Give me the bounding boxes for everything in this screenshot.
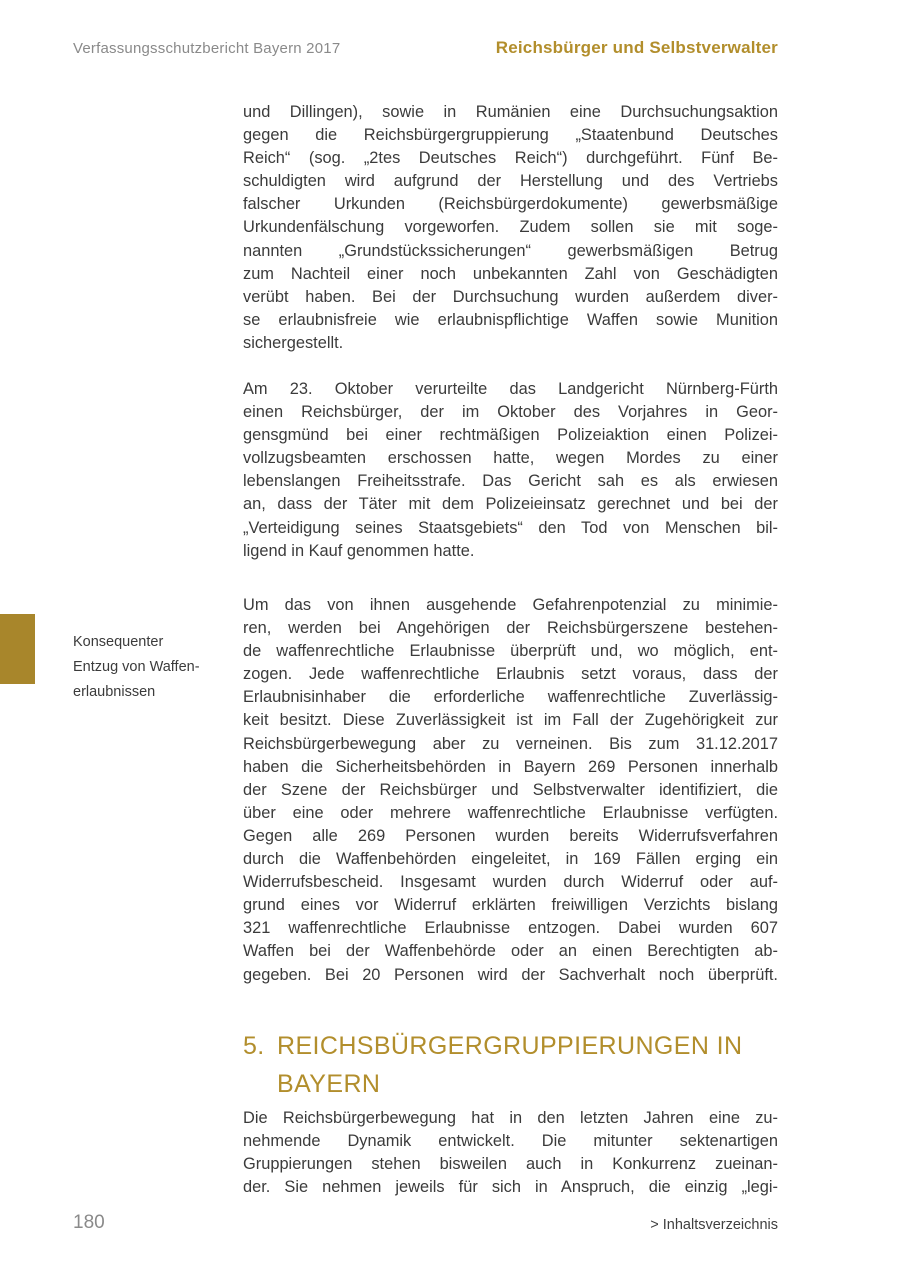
text-line: 321 waffenrechtliche Erlaubnisse entzogen. Dabei wurden 607	[243, 919, 778, 938]
text-line: falscher Urkunden (Reichsbürgerdokumente) gewerbsmäßige	[243, 195, 778, 214]
paragraph-landgericht-urteil	[243, 378, 778, 563]
text-line: zum Nachteil einer noch unbekannten Zahl von Geschädigten	[243, 264, 778, 283]
table-of-contents-link[interactable]: > Inhaltsverzeichnis	[650, 1217, 778, 1233]
text-line: vollzugsbeamten erschossen hatte, wegen Mordes zu einer	[243, 449, 778, 468]
text-line: keit besitzt. Diese Zuverlässigkeit ist im Fall der Zugehörigkeit zur	[243, 711, 778, 730]
text-line: haben die Sicherheitsbehörden in Bayern 269 Personen innerhalb	[243, 757, 778, 776]
text-line: zogen. Jede waffenrechtliche Erlaubnis setzt voraus, dass der	[243, 665, 778, 684]
text-line: „Verteidigung seines Staatsgebiets“ den Tod von Menschen bil-	[243, 518, 778, 537]
text-line: se erlaubnisfreie wie erlaubnispflichtige Waffen sowie Munition	[243, 310, 778, 329]
text-line: gegeben. Bei 20 Personen wird der Sachverhalt noch überprüft.	[243, 965, 778, 984]
text-line: Urkundenfälschung vorgeworfen. Zudem sollen sie mit soge-	[243, 218, 778, 237]
text-line: erlaubnissen	[73, 684, 156, 700]
text-line: über eine oder mehrere waffenrechtliche Erlaubnisse verfügten.	[243, 803, 778, 822]
text-line: Um das von ihnen ausgehende Gefahrenpotenzial zu minimie-	[243, 596, 778, 614]
text-line: Widerrufsbescheid. Insgesamt wurden durch Widerruf oder auf-	[243, 873, 778, 892]
text-line: Entzug von Waffen-	[73, 659, 200, 675]
running-header-chapter: Reichsbürger und Selbstverwalter	[495, 38, 778, 57]
text-line: de waffenrechtliche Erlaubnisse überprüft und, wo möglich, ent-	[243, 642, 778, 661]
section-title-line2: BAYERN	[277, 1070, 381, 1098]
text-line: durch die Waffenbehörden eingeleitet, in 169 Fällen erging ein	[243, 850, 778, 869]
text-line: Gegen alle 269 Personen wurden bereits Widerrufsverfahren	[243, 826, 778, 845]
paragraph-durchsuchungsaktion	[243, 101, 778, 355]
text-line: verübt haben. Bei der Durchsuchung wurden außerdem diver-	[243, 287, 778, 306]
running-header-title: Verfassungsschutzbericht Bayern 2017	[73, 40, 341, 57]
section-number: 5.	[243, 1032, 265, 1060]
text-line: Konsequenter	[73, 634, 164, 650]
text-line: Reichsbürgerbewegung aber zu verneinen. Bis zum 31.12.2017	[243, 734, 778, 753]
section-heading	[243, 1027, 803, 1103]
text-line: der Szene der Reichsbürger und Selbstverwalter identifiziert, die	[243, 780, 778, 799]
paragraph-waffenrechtliche-erlaubnisse	[243, 594, 778, 987]
text-line: ligend in Kauf genommen hatte.	[243, 541, 475, 560]
text-line: ren, werden bei Angehörigen der Reichsbürgerszene bestehen-	[243, 619, 778, 638]
text-line: gegen die Reichsbürgergruppierung „Staatenbund Deutsches	[243, 126, 778, 145]
margin-note-waffenerlaubnisse	[73, 630, 248, 705]
text-line: Waffen bei der Waffenbehörde oder an einen Berechtigten ab-	[243, 942, 778, 961]
text-line: sichergestellt.	[243, 333, 344, 352]
text-line: Gruppierungen stehen bisweilen auch in Konkurrenz zueinan-	[243, 1155, 778, 1174]
text-line: Erlaubnisinhaber die erforderliche waffenrechtliche Zuverlässig-	[243, 688, 778, 707]
text-line: an, dass der Täter mit dem Polizeieinsatz gerechnet und bei der	[243, 495, 778, 514]
text-line: grund eines vor Widerruf erklärten freiwilligen Verzichts bislang	[243, 896, 778, 915]
text-line: schuldigten wird aufgrund der Herstellung und des Vertriebs	[243, 172, 778, 191]
page-number: 180	[73, 1212, 105, 1233]
text-line: einen Reichsbürger, der im Oktober des Vorjahres in Geor-	[243, 403, 778, 422]
text-line: lebenslangen Freiheitsstrafe. Das Gericht sah es als erwiesen	[243, 472, 778, 491]
text-line: Reich“ (sog. „2tes Deutsches Reich“) durchgeführt. Fünf Be-	[243, 149, 778, 168]
text-line: Die Reichsbürgerbewegung hat in den letzten Jahren eine zu-	[243, 1109, 778, 1127]
text-line: nehmende Dynamik entwickelt. Die mitunter sektenartigen	[243, 1132, 778, 1151]
section-title-line1: REICHSBÜRGERGRUPPIERUNGEN IN	[277, 1032, 743, 1060]
section-title	[277, 1027, 742, 1103]
text-line: gensgmünd bei einer rechtmäßigen Polizeiaktion einen Polizei-	[243, 426, 778, 445]
text-line: der. Sie nehmen jeweils für sich in Anspruch, die einzig „legi-	[243, 1178, 778, 1197]
paragraph-reichsbuergerbewegung-dynamik	[243, 1107, 778, 1199]
text-line: Am 23. Oktober verurteilte das Landgericht Nürnberg-Fürth	[243, 380, 778, 398]
text-line: nannten „Grundstückssicherungen“ gewerbsmäßigen Betrug	[243, 241, 778, 260]
text-line: und Dillingen), sowie in Rumänien eine Durchsuchungsaktion	[243, 103, 778, 121]
margin-marker-bar	[0, 614, 35, 684]
